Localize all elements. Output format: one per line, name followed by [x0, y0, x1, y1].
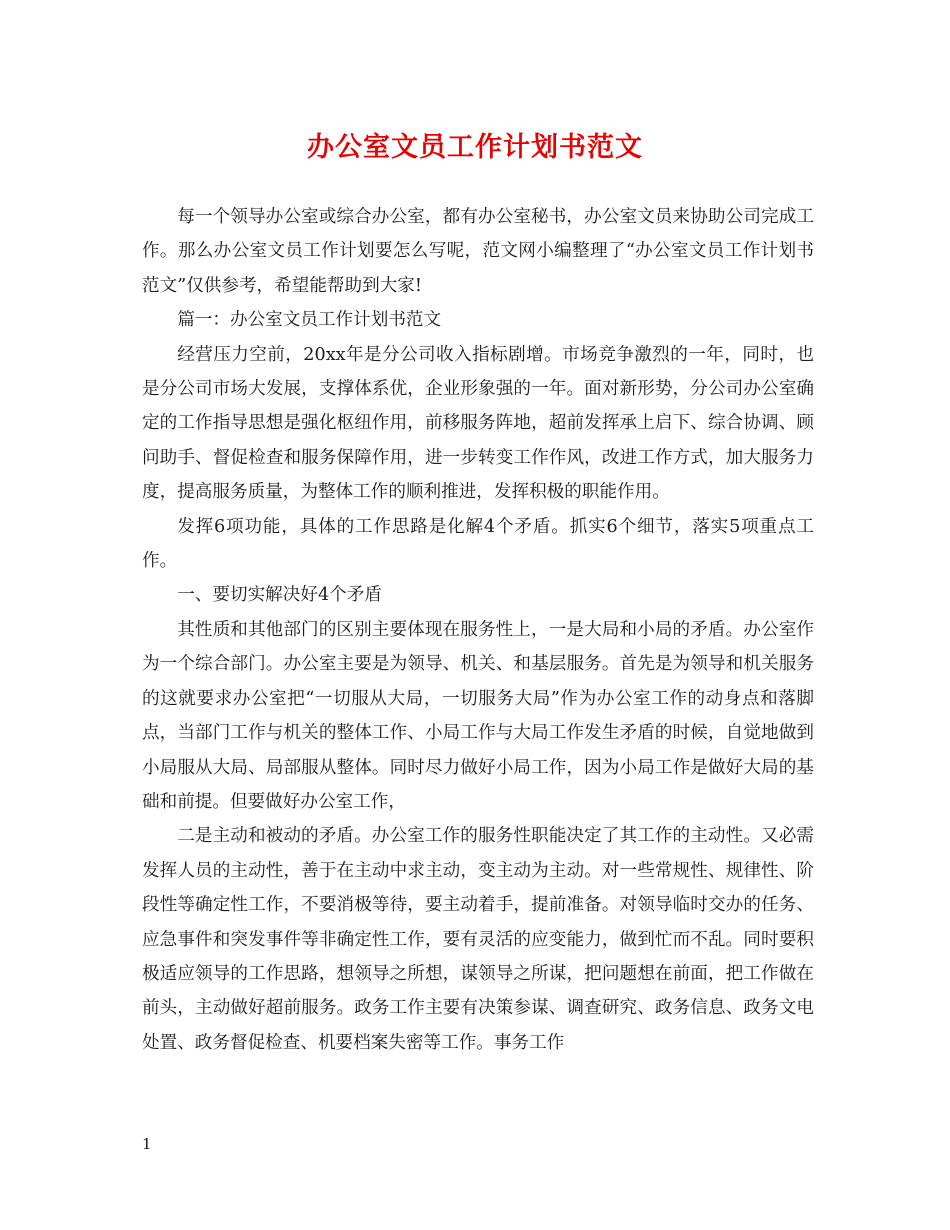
body-paragraph: 二是主动和被动的矛盾。办公室工作的服务性职能决定了其工作的主动性。又必需发挥人员的主动性，善于在主动中求主动，变主动为主动。对一些常规性、规律性、阶段性等确定性工作，不要消极等待，要主动着手，提前准备。对领导临时交办的任务、应急事件和突发事件等非确定性工作，要有灵活的应变能力，做到忙而不乱。同时要积极适应领导的工作思路，想领导之所想，谋领导之所谋，把问题想在前面，把工作做在前头，主动做好超前服务。政务工作主要有决策参谋、调查研究、政务信息、政务文电处置、政务督促检查、机要档案失密等工作。事务工作	[142, 826, 814, 1053]
section-heading-one: 一、要切实解决好4个矛盾	[177, 585, 382, 606]
section-heading-part-one: 篇一：办公室文员工作计划书范文	[177, 310, 442, 331]
page-number: 1	[142, 1135, 152, 1153]
body-paragraph: 其性质和其他部门的区别主要体现在服务性上，一是大局和小局的矛盾。办公室作为一个综合部门。办公室主要是为领导、机关、和基层服务。首先是为领导和机关服务的这就要求办公室把“一切服从大局，一切服务大局”作为办公室工作的动身点和落脚点，当部门工作与机关的整体工作、小局工作与大局工作发生矛盾的时候，自觉地做到小局服从大局、局部服从整体。同时尽力做好小局工作，因为小局工作是做好大局的基础和前提。但要做好办公室工作，	[142, 619, 814, 812]
document-title: 办公室文员工作计划书范文	[307, 132, 643, 163]
document-body	[142, 200, 814, 1060]
body-paragraph: 发挥6项功能，具体的工作思路是化解4个矛盾。抓实6个细节，落实5项重点工作。	[142, 516, 814, 572]
body-paragraph: 经营压力空前，20xx年是分公司收入指标剧增。市场竞争激烈的一年，同时，也是分公司市场大发展，支撑体系优，企业形象强的一年。面对新形势，分公司办公室确定的工作指导思想是强化枢纽作用，前移服务阵地，超前发挥承上启下、综合协调、顾问助手、督促检查和服务保障作用，进一步转变工作作风，改进工作方式，加大服务力度，提高服务质量，为整体工作的顺利推进，发挥积极的职能作用。	[142, 344, 814, 503]
intro-paragraph: 每一个领导办公室或综合办公室，都有办公室秘书，办公室文员来协助公司完成工作。那么办公室文员工作计划要怎么写呢，范文网小编整理了“办公室文员工作计划书范文”仅供参考，希望能帮助到大家!	[142, 207, 814, 296]
